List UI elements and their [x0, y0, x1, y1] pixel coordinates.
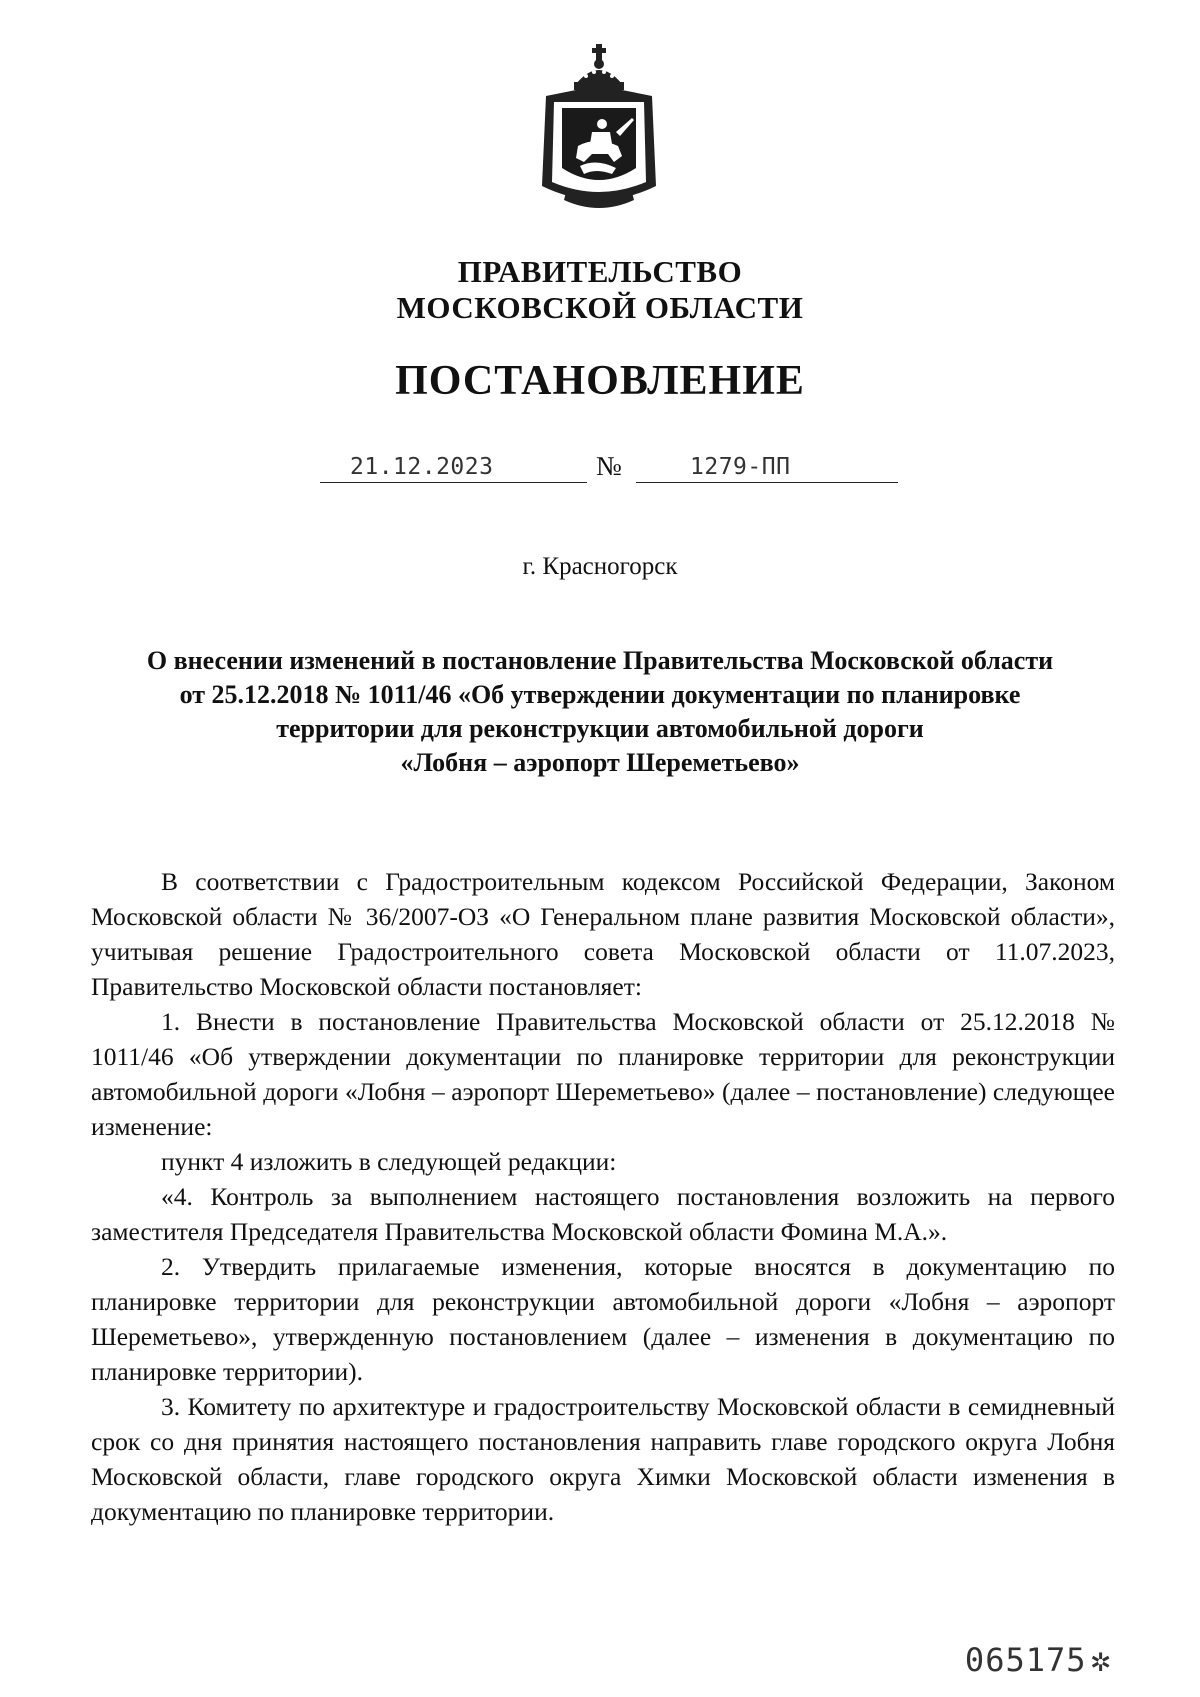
date-field — [320, 452, 587, 483]
city: г. Красногорск — [522, 553, 678, 580]
document-number: 1279-ПП — [690, 454, 791, 480]
title-line: территории для реконструкции автомобильной дороги — [276, 714, 924, 743]
paragraph-item-1: 1. Внести в постановление Правительства Московской области от 25.12.2018 № 1011/46 «Об утверждении документации по планировке территории для реконструкции автомобильной дороги «Лобня – аэропорт Шереметьево» (далее – постановление) следующее изменение: — [91, 1007, 1115, 1141]
document-title — [100, 644, 1100, 780]
document-date: 21.12.2023 — [350, 454, 494, 480]
document-type: ПОСТАНОВЛЕНИЕ — [395, 358, 805, 404]
coat-of-arms-icon — [536, 36, 662, 210]
number-sign: № — [596, 451, 622, 481]
paragraph-item-3: 3. Комитету по архитектуре и градостроительству Московской области в семидневный срок со дня принятия настоящего постановления направить главе городского округа Лобня Московской области, главе городского округа Химки Московской области изменения в документацию по планировке территории. — [91, 1392, 1115, 1526]
serial-number-stamp — [965, 1640, 1112, 1680]
number-field — [636, 452, 898, 483]
serial-mark: ✲ — [1090, 1640, 1112, 1680]
paragraph-preamble: В соответствии с Градостроительным кодексом Российской Федерации, Законом Московской области № 36/2007-ОЗ «О Генеральном плане развития Московской области», учитывая решение Градостроительного совета Московской области от 11.07.2023, Правительство Московской области постановляет: — [91, 867, 1115, 1001]
paragraph-item-4-quote: «4. Контроль за выполнением настоящего постановления возложить на первого заместителя Председателя Правительства Московской области Фомина М.А.». — [91, 1182, 1115, 1246]
paragraph-item-2: 2. Утвердить прилагаемые изменения, которые вносятся в документацию по планировке территории для реконструкции автомобильной дороги «Лобня – аэропорт Шереметьево», утвержденную постановлением (далее – изменения в документацию по планировке территории). — [91, 1252, 1115, 1386]
paragraph-item-1-note: пункт 4 изложить в следующей редакции: — [161, 1147, 617, 1176]
government-name-line2: МОСКОВСКОЙ ОБЛАСТИ — [396, 290, 804, 325]
title-line: О внесении изменений в постановление Правительства Московской области — [146, 646, 1054, 675]
government-name-line1: ПРАВИТЕЛЬСТВО — [457, 254, 743, 289]
title-line: «Лобня – аэропорт Шереметьево» — [400, 748, 800, 777]
document-body — [91, 864, 1115, 1529]
serial-number: 065175 — [964, 1641, 1087, 1679]
title-line: от 25.12.2018 № 1011/46 «Об утверждении документации по планировке — [179, 680, 1021, 709]
